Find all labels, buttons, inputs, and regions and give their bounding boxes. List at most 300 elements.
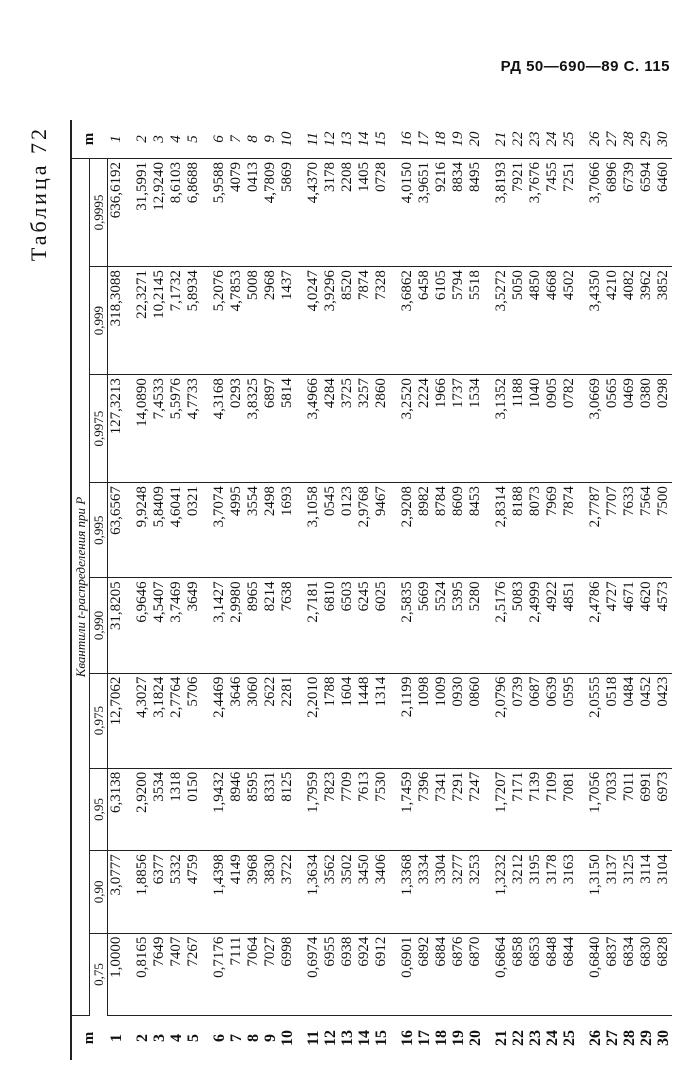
- quantile-cell: 5280: [467, 578, 484, 673]
- quantile-cell: 2,5835: [390, 578, 416, 673]
- quantile-cell: 6973: [655, 768, 672, 850]
- table-row: [151, 120, 168, 1060]
- quantile-cell: 7033: [604, 768, 621, 850]
- quantile-cell: 3257: [356, 375, 373, 483]
- table-row: [390, 120, 416, 1060]
- quantile-cell: 6853: [527, 933, 544, 1015]
- quantile-cell: 6830: [638, 933, 655, 1015]
- row-m-right: 20: [467, 120, 484, 159]
- quantile-cell: 4727: [604, 578, 621, 673]
- quantile-cell: 6897: [262, 375, 279, 483]
- quantile-cell: 4850: [527, 267, 544, 375]
- quantile-cell: 9,9248: [125, 483, 151, 578]
- quantile-cell: 2,4999: [527, 578, 544, 673]
- table-row: [604, 120, 621, 1060]
- row-m-right: 8: [245, 120, 262, 159]
- quantile-cell: 3104: [655, 851, 672, 933]
- quantile-cell: 7613: [356, 768, 373, 850]
- table-row: [561, 120, 578, 1060]
- quantile-cell: 5050: [510, 267, 527, 375]
- column-header-m-right: m: [71, 120, 108, 159]
- quantile-cell: 7171: [510, 768, 527, 850]
- quantile-cell: 2,9980: [228, 578, 245, 673]
- quantile-cell: 0293: [228, 375, 245, 483]
- quantile-cell: 2,5176: [484, 578, 510, 673]
- row-m-left: 27: [604, 1030, 621, 1046]
- quantile-cell: 2498: [262, 483, 279, 578]
- quantile-cell: 1,4398: [202, 851, 228, 933]
- quantile-cell: 6460: [655, 159, 672, 267]
- column-header-p: 0,999: [90, 267, 108, 375]
- quantile-cell: 3,7066: [578, 159, 604, 267]
- quantile-cell: 6739: [621, 159, 638, 267]
- row-m-right: 26: [578, 120, 604, 159]
- row-m-left: 26: [587, 1030, 604, 1046]
- quantile-cell: 2,9768: [356, 483, 373, 578]
- quantile-cell: 2,0555: [578, 673, 604, 768]
- quantile-cell: 8982: [416, 483, 433, 578]
- quantile-cell: 4,5407: [151, 578, 168, 673]
- quantile-cell: 2622: [262, 673, 279, 768]
- column-header-p: 0,995: [90, 483, 108, 578]
- quantile-cell: 3,9651: [416, 159, 433, 267]
- row-m-right: 28: [621, 120, 638, 159]
- quantile-cell: 1448: [356, 673, 373, 768]
- quantile-cell: 0469: [621, 375, 638, 483]
- quantile-cell: 8965: [245, 578, 262, 673]
- quantile-cell: 7396: [416, 768, 433, 850]
- quantile-cell: 6245: [356, 578, 373, 673]
- quantile-cell: 8609: [450, 483, 467, 578]
- quantile-cell: 6377: [151, 851, 168, 933]
- row-m-left: 12: [322, 1030, 339, 1046]
- quantile-cell: 1,8856: [125, 851, 151, 933]
- quantile-cell: 7530: [373, 768, 390, 850]
- table-row: [296, 120, 322, 1060]
- table-row: [578, 120, 604, 1060]
- quantile-cell: 3,5272: [484, 267, 510, 375]
- quantile-cell: 2,7181: [296, 578, 322, 673]
- quantile-cell: 4995: [228, 483, 245, 578]
- quantile-cell: 5794: [450, 267, 467, 375]
- quantile-cell: 6,3138: [108, 768, 126, 850]
- quantile-cell: 1437: [279, 267, 296, 375]
- quantile-cell: 3562: [322, 851, 339, 933]
- quantile-cell: 7064: [245, 933, 262, 1015]
- table-row: [228, 120, 245, 1060]
- quantile-cell: 4573: [655, 578, 672, 673]
- quantile-cell: 1,3368: [390, 851, 416, 933]
- table-row: [373, 120, 390, 1060]
- table-row: [322, 120, 339, 1060]
- quantile-cell: 4284: [322, 375, 339, 483]
- quantile-cell: 3334: [416, 851, 433, 933]
- quantile-cell: 8495: [467, 159, 484, 267]
- row-m-right: 9: [262, 120, 279, 159]
- quantile-cell: 6844: [561, 933, 578, 1015]
- quantile-cell: 2,0796: [484, 673, 510, 768]
- quantile-cell: 0,8165: [125, 933, 151, 1015]
- row-m-right: 15: [373, 120, 390, 159]
- table-row: [125, 120, 151, 1060]
- table-row: [245, 120, 262, 1060]
- table-row: [108, 120, 126, 1060]
- quantile-cell: 3277: [450, 851, 467, 933]
- row-m-right: 6: [202, 120, 228, 159]
- quantile-cell: 7709: [339, 768, 356, 850]
- column-header-p: 0,990: [90, 578, 108, 673]
- table-row: [185, 120, 202, 1060]
- quantile-cell: 3,4350: [578, 267, 604, 375]
- table-row: [467, 120, 484, 1060]
- quantile-cell: 12,7062: [108, 673, 126, 768]
- quantile-cell: 3,4966: [296, 375, 322, 483]
- row-m-left: 11: [305, 1030, 322, 1046]
- quantile-cell: 0728: [373, 159, 390, 267]
- quantile-cell: 1009: [433, 673, 450, 768]
- quantile-cell: 2,1199: [390, 673, 416, 768]
- quantile-cell: 2,7764: [168, 673, 185, 768]
- row-m-left: 5: [185, 1034, 202, 1042]
- quantile-cell: 1,3634: [296, 851, 322, 933]
- table-row: [339, 120, 356, 1060]
- quantile-cell: 6848: [544, 933, 561, 1015]
- quantile-cell: 8784: [433, 483, 450, 578]
- quantile-cell: 7341: [433, 768, 450, 850]
- quantile-cell: 1040: [527, 375, 544, 483]
- table-row: [484, 120, 510, 1060]
- quantile-cell: 4,7853: [228, 267, 245, 375]
- quantile-cell: 2208: [339, 159, 356, 267]
- column-header-p: 0,975: [90, 673, 108, 768]
- quantile-cell: 3,8193: [484, 159, 510, 267]
- quantile-cell: 3178: [544, 851, 561, 933]
- quantile-cell: 5,8409: [151, 483, 168, 578]
- quantile-cell: 4922: [544, 578, 561, 673]
- quantile-cell: 3722: [279, 851, 296, 933]
- row-m-right: 30: [655, 120, 672, 159]
- table-row: [450, 120, 467, 1060]
- row-m-left: 10: [279, 1030, 296, 1046]
- quantile-cell: 5669: [416, 578, 433, 673]
- column-header-p: 0,75: [90, 933, 108, 1015]
- quantile-cell: 4,0150: [390, 159, 416, 267]
- quantile-cell: 5083: [510, 578, 527, 673]
- quantile-cell: 1405: [356, 159, 373, 267]
- quantile-cell: 1098: [416, 673, 433, 768]
- quantile-cell: 1534: [467, 375, 484, 483]
- quantile-cell: 6876: [450, 933, 467, 1015]
- quantile-cell: 6503: [339, 578, 356, 673]
- quantile-cell: 6,9646: [125, 578, 151, 673]
- quantile-cell: 4079: [228, 159, 245, 267]
- quantile-cell: 7633: [621, 483, 638, 578]
- quantile-cell: 4,6041: [168, 483, 185, 578]
- quantile-cell: 5,8934: [185, 267, 202, 375]
- quantile-cell: 7649: [151, 933, 168, 1015]
- row-m-right: 23: [527, 120, 544, 159]
- row-m-right: 14: [356, 120, 373, 159]
- quantile-cell: 3125: [621, 851, 638, 933]
- page-header: РД 50—690—89 С. 115: [500, 58, 670, 75]
- quantile-cell: 4,7733: [185, 375, 202, 483]
- quantile-cell: 3195: [527, 851, 544, 933]
- quantile-cell: 4851: [561, 578, 578, 673]
- row-m-left: 28: [621, 1030, 638, 1046]
- quantile-cell: 7251: [561, 159, 578, 267]
- quantile-cell: 2,2010: [296, 673, 322, 768]
- row-m-right: 16: [390, 120, 416, 159]
- quantile-cell: 4668: [544, 267, 561, 375]
- quantile-cell: 6025: [373, 578, 390, 673]
- quantile-cell: 0380: [638, 375, 655, 483]
- quantile-cell: 7407: [168, 933, 185, 1015]
- row-m-left: 9: [262, 1034, 279, 1042]
- row-m-left: 7: [228, 1034, 245, 1042]
- table-caption: Таблица 72: [26, 126, 51, 262]
- quantile-cell: 3534: [151, 768, 168, 850]
- quantile-cell: 3,7074: [202, 483, 228, 578]
- quantile-cell: 2224: [416, 375, 433, 483]
- row-m-left: 25: [561, 1030, 578, 1046]
- quantile-cell: 8214: [262, 578, 279, 673]
- quantile-cell: 2,9200: [125, 768, 151, 850]
- quantile-cell: 5332: [168, 851, 185, 933]
- quantile-cell: 0782: [561, 375, 578, 483]
- quantile-cell: 8073: [527, 483, 544, 578]
- quantile-cell: 7564: [638, 483, 655, 578]
- quantile-cell: 7109: [544, 768, 561, 850]
- quantile-cell: 3,1427: [202, 578, 228, 673]
- quantile-cell: 8188: [510, 483, 527, 578]
- quantile-cell: 2,9208: [390, 483, 416, 578]
- row-m-left: 23: [527, 1030, 544, 1046]
- row-m-left: 30: [655, 1030, 672, 1046]
- row-m-right: 22: [510, 120, 527, 159]
- table-row: [202, 120, 228, 1060]
- quantile-cell: 3,1352: [484, 375, 510, 483]
- quantile-cell: 7969: [544, 483, 561, 578]
- quantile-cell: 5,9588: [202, 159, 228, 267]
- quantile-cell: 3,1824: [151, 673, 168, 768]
- row-m-right: 25: [561, 120, 578, 159]
- row-m-left: 13: [339, 1030, 356, 1046]
- quantile-cell: 1,7207: [484, 768, 510, 850]
- quantile-cell: 8595: [245, 768, 262, 850]
- row-m-right: 12: [322, 120, 339, 159]
- quantile-cell: 3830: [262, 851, 279, 933]
- quantile-cell: 3968: [245, 851, 262, 933]
- quantile-cell: 636,6192: [108, 159, 126, 267]
- quantile-cell: 3,2520: [390, 375, 416, 483]
- row-m-left: 2: [134, 1034, 151, 1042]
- quantile-cell: 0413: [245, 159, 262, 267]
- quantile-cell: 6896: [604, 159, 621, 267]
- column-header-p: 0,95: [90, 768, 108, 850]
- quantile-cell: 0,6840: [578, 933, 604, 1015]
- quantile-cell: 1,7056: [578, 768, 604, 850]
- row-m-right: 17: [416, 120, 433, 159]
- quantile-cell: 6955: [322, 933, 339, 1015]
- quantile-cell: 0123: [339, 483, 356, 578]
- quantile-cell: 4210: [604, 267, 621, 375]
- quantile-cell: 8453: [467, 483, 484, 578]
- quantile-cell: 9216: [433, 159, 450, 267]
- quantile-cell: 0321: [185, 483, 202, 578]
- quantile-cell: 31,8205: [108, 578, 126, 673]
- row-m-right: 27: [604, 120, 621, 159]
- row-m-right: 7: [228, 120, 245, 159]
- row-m-right: 5: [185, 120, 202, 159]
- quantile-cell: 0452: [638, 673, 655, 768]
- table-column-header-row: [90, 120, 108, 1060]
- quantile-cell: 0,6864: [484, 933, 510, 1015]
- quantile-cell: 4149: [228, 851, 245, 933]
- quantile-cell: 1604: [339, 673, 356, 768]
- quantile-cell: 7139: [527, 768, 544, 850]
- quantile-cell: 22,3271: [125, 267, 151, 375]
- quantile-cell: 0739: [510, 673, 527, 768]
- quantile-cell: 1188: [510, 375, 527, 483]
- quantile-cell: 31,5991: [125, 159, 151, 267]
- table-row: [433, 120, 450, 1060]
- column-header-m-left: m: [81, 1031, 98, 1045]
- quantile-cell: 4,3027: [125, 673, 151, 768]
- row-m-left: 29: [638, 1030, 655, 1046]
- quantile-cell: 2860: [373, 375, 390, 483]
- row-m-right: 18: [433, 120, 450, 159]
- quantile-cell: 6991: [638, 768, 655, 850]
- quantile-cell: 3502: [339, 851, 356, 933]
- quantile-cell: 3852: [655, 267, 672, 375]
- quantile-cell: 0930: [450, 673, 467, 768]
- quantile-cell: 3,1058: [296, 483, 322, 578]
- row-m-left: 24: [544, 1030, 561, 1046]
- quantile-cell: 7328: [373, 267, 390, 375]
- quantile-cell: 1,3232: [484, 851, 510, 933]
- quantile-cell: 7,4533: [151, 375, 168, 483]
- row-m-right: 3: [151, 120, 168, 159]
- quantile-cell: 6858: [510, 933, 527, 1015]
- quantile-cell: 0484: [621, 673, 638, 768]
- quantile-cell: 7247: [467, 768, 484, 850]
- quantile-cell: 3,7676: [527, 159, 544, 267]
- quantile-cell: 5869: [279, 159, 296, 267]
- quantile-cell: 3,0777: [108, 851, 126, 933]
- row-m-left: 14: [356, 1030, 373, 1046]
- quantile-cell: 3406: [373, 851, 390, 933]
- row-m-right: 19: [450, 120, 467, 159]
- row-m-left: 21: [493, 1030, 510, 1046]
- quantile-cell: 4,0247: [296, 267, 322, 375]
- quantile-cell: 3304: [433, 851, 450, 933]
- quantile-cell: 6834: [621, 933, 638, 1015]
- quantile-cell: 3212: [510, 851, 527, 933]
- table-row: [416, 120, 433, 1060]
- table-row: [527, 120, 544, 1060]
- quantile-cell: 3554: [245, 483, 262, 578]
- row-m-right: 29: [638, 120, 655, 159]
- row-m-right: 13: [339, 120, 356, 159]
- quantile-cell: 0150: [185, 768, 202, 850]
- quantile-cell: 6594: [638, 159, 655, 267]
- quantile-cell: 6,8688: [185, 159, 202, 267]
- quantile-cell: 2,4469: [202, 673, 228, 768]
- quantile-cell: 318,3088: [108, 267, 126, 375]
- quantile-cell: 5,2076: [202, 267, 228, 375]
- quantile-cell: 6105: [433, 267, 450, 375]
- row-m-right: 21: [484, 120, 510, 159]
- row-m-left: 18: [433, 1030, 450, 1046]
- row-m-left: 19: [450, 1030, 467, 1046]
- row-m-left: 20: [467, 1030, 484, 1046]
- quantile-cell: 5008: [245, 267, 262, 375]
- table-row: [544, 120, 561, 1060]
- row-m-right: 1: [108, 120, 126, 159]
- quantile-cell: 3649: [185, 578, 202, 673]
- row-m-left: 17: [416, 1030, 433, 1046]
- quantile-cell: 5,5976: [168, 375, 185, 483]
- table-body: [108, 120, 673, 1060]
- quantile-table: [70, 120, 672, 1060]
- table-group-header-row: [71, 120, 90, 1060]
- quantile-cell: 4082: [621, 267, 638, 375]
- quantile-cell: 3450: [356, 851, 373, 933]
- quantile-cell: 3060: [245, 673, 262, 768]
- quantile-cell: 0,6901: [390, 933, 416, 1015]
- quantile-cell: 2,7787: [578, 483, 604, 578]
- quantile-cell: 6458: [416, 267, 433, 375]
- quantile-cell: 8946: [228, 768, 245, 850]
- quantile-cell: 127,3213: [108, 375, 126, 483]
- quantile-cell: 5524: [433, 578, 450, 673]
- quantile-cell: 1693: [279, 483, 296, 578]
- quantile-cell: 1,7459: [390, 768, 416, 850]
- quantile-cell: 2968: [262, 267, 279, 375]
- quantile-cell: 1788: [322, 673, 339, 768]
- quantile-cell: 3,8325: [245, 375, 262, 483]
- rotated-table-area: [26, 120, 672, 1060]
- quantile-cell: 0565: [604, 375, 621, 483]
- row-m-right: 10: [279, 120, 296, 159]
- quantile-cell: 3,0669: [578, 375, 604, 483]
- quantile-cell: 7011: [621, 768, 638, 850]
- quantile-cell: 2,4786: [578, 578, 604, 673]
- quantile-cell: 0545: [322, 483, 339, 578]
- quantile-cell: 0905: [544, 375, 561, 483]
- row-m-left: 1: [107, 1034, 125, 1042]
- quantile-cell: 4502: [561, 267, 578, 375]
- quantile-cell: 7874: [561, 483, 578, 578]
- quantile-cell: 6837: [604, 933, 621, 1015]
- quantile-cell: 4759: [185, 851, 202, 933]
- quantile-cell: 3,7469: [168, 578, 185, 673]
- quantile-cell: 63,6567: [108, 483, 126, 578]
- table-row: [621, 120, 638, 1060]
- quantile-cell: 10,2145: [151, 267, 168, 375]
- quantile-cell: 4620: [638, 578, 655, 673]
- quantile-cell: 1966: [433, 375, 450, 483]
- row-m-left: 22: [510, 1030, 527, 1046]
- quantile-cell: 3114: [638, 851, 655, 933]
- quantile-cell: 1314: [373, 673, 390, 768]
- row-m-left: 8: [245, 1034, 262, 1042]
- quantile-cell: 3137: [604, 851, 621, 933]
- table-row: [168, 120, 185, 1060]
- quantile-cell: 6924: [356, 933, 373, 1015]
- quantile-cell: 6870: [467, 933, 484, 1015]
- row-m-left: 4: [168, 1034, 185, 1042]
